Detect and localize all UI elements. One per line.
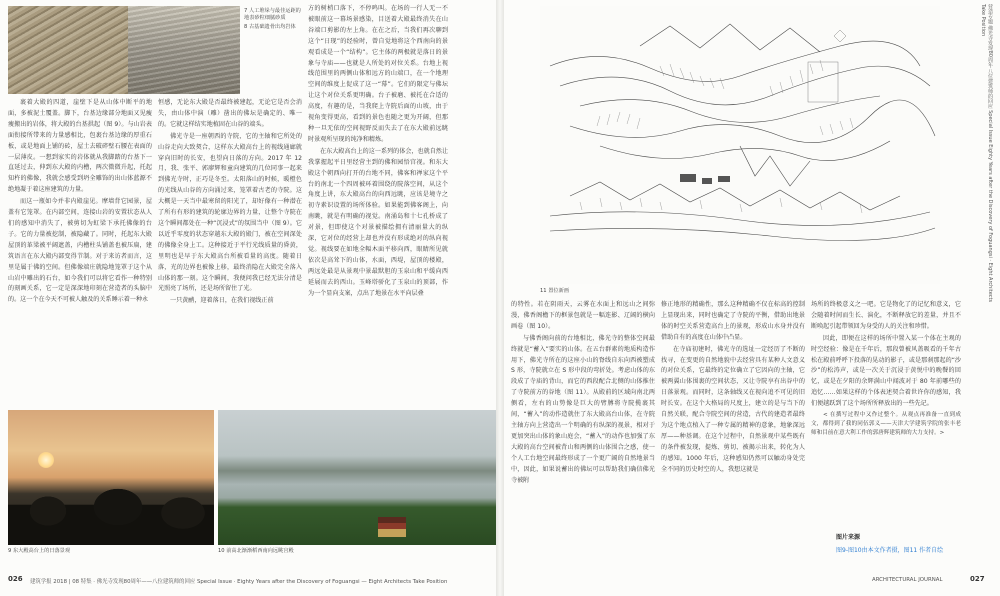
page-gutter xyxy=(496,0,504,596)
paragraph: 因此，即便在这样的场所中置入某一个体在主观的时空经验：像是在千年后，那段曾被风盖吸看的千年古松在殿前呼呼下投落的晃动的影子，或是那刹那起的“沙沙”的松涛声，或是一次关于沉浸于黄悦中的晚餐的回忆，或是在夕阳的余辉满山中闻波对于 80 年前哪些的追忆……如果这样的个体表述契合着世许你的感知，我们便越跃到了这个场所所释放出的一些先记。 xyxy=(811,334,961,408)
caption-9: 9 东大殿高台上的日落景观 xyxy=(8,548,71,554)
left-column-1 xyxy=(8,98,152,408)
acknowledgement: < 在撰写过程中又作过整个。从观点再准备一直到成文，都得到了我的同伍郭义——天津大学建筑学院的张丰老师和目前在意大利工作的郭唐辉建筑师的大力支持。> xyxy=(811,412,961,437)
paragraph: 方的树梢口落下，不停鸣叫。在场的一行人无一不被眼前这一幕场景感染，目送着大殿最终消失在山谷端口剪影的左上角。在在之后，当我们再次聊到这个“日现”的经验时，曾自觉地将这个西南向的景观看成是一个“结构”。它主体的两极就是落日的景象与寺庙——也就是人所处的对位关系。台地上视线范围里的两侧山体和远方的山端口，在一个地理空间的维度上促成了这一“幕”。它们的限定与佛坛让这个对位关系更明确。台子被磨、被托在合适的高度，有趣的是，当我爬上寺院后面的山坡，由于视角变得更高，看到的景色也随之更为开阔，但那种一旦无依的空间视野反而失去了在东大殿前远眺时景观所呈现的纯净和精炼。 xyxy=(308,5,448,143)
rock-base-photo xyxy=(128,6,240,94)
right-running-footer: ARCHITECTURAL JOURNAL xyxy=(872,577,943,583)
site-sketch xyxy=(540,6,940,284)
paragraph: 佛光寺是一座朝西的寺院，它的主轴和它所处的山谷走向大致契合，这样东大殿高台上的视线通廊就穿向旧时的长安，也望向日落的方向。2017 年 12 月，我、张平、郭廖辉和童向建筑的几位同事一起来到佛光寺时，正巧是冬至。太阳落山的时候，暖橙色的光线从山谷的方向涌过来，笼罩着古老的寺院。这大概是一天当中最寒留的阳光了，却好像有一种潜在了所有有形的建筑的轮廓边界的力量，让整个寺院在这个瞬间都处在一种“沉浸式”的氛围当中（图 9）。它以近乎零度的状态穿越东大殿的殿门，被在空间深处的佛像全身上工。这种接近于平行光线质量的昏黄，里明也是早于东大殿高台所被看量的高度。随着日落，光的边界也被像上移，最终消隐在大殿完全落入山体的那一刻。这个瞬间，我便问我已经无法分清是光照亮了场所，还是场所留住了光。 xyxy=(158,132,302,293)
paragraph: 恒感，无论东大殿是否最终被建起，无论它是否会消失，由山体中演（雕）凿出的佛坛是确定的、唯一的。它就这样结实地植固在山谷的端头。 xyxy=(158,99,302,128)
image-credit: 图9-图10由本文作者摄，图11 作者自绘 xyxy=(836,547,944,554)
left-running-footer: 建筑学报 2018 | 08 特集 · 佛光寺发现80周年——八位建筑师的回应 Special Issue · Eighty Years after the Discovery of Foguangsi — Eight Architects Take Position xyxy=(30,579,448,585)
sunset-photo xyxy=(8,410,214,545)
paragraph: 裹着大殿的四道，崖壁下是从山体中断平的地面，多被泥土覆盖。脚下，台基边缘部分地面又见瘦痩搬出的岩体，将大殿的台基拱起（图 9）。与山岩表面衔接所带来的力量感相比，包裹台基边缘的厚重石板，或是地面上铺的砖，屋土去破碎壁石腰在表面的一层薄皮。一想到家实的岩体就从我脚踏的台基下一直延过去，伸到东大殿的内槽，两次微微升起，托起知杵的佛像，我就会感受到坍全雕饰的出山体蓝源不绝地凝于着这座建筑的力量。 xyxy=(8,99,152,194)
right-column-1 xyxy=(511,300,655,570)
right-column-3 xyxy=(811,300,961,530)
paragraph: 修正地形的精确性，那么这种精确不仅在标高的控制上显现出来，同时也确定了寺院的平衡，借助出地景体的时空关系营造高台上的景观，形成山水身并没有借助自有的高度在山体中凸显。 xyxy=(661,301,805,341)
paragraph: 场所的终极意义之一吧。它是物化了的记忆和意义，它会随着时间而生长、演化，不断释放它的差量，并且不断唤起引起带领回为身受的人的关注和珍惜。 xyxy=(811,301,961,330)
caption-8: 8 古基础遗骨出均岩体 xyxy=(244,24,296,30)
left-page-number: 026 xyxy=(8,575,23,583)
left-column-3 xyxy=(308,4,448,408)
paragraph: 在寺庙初建时，佛光寺的选址一定经历了不断的找寻，在变更的自然地貌中去经营具有某种人文意义的对位关系，它最终的定位确立了它因向的主轴，它被两翼山体围裹的空间状态，又让寺院享有出谷中的日落景观。而同时，这条轴线又在视向追不可见的旧时长安。在这个大格局的尺度上，建立的是与当下的自然关联，配合寺院空间的营造，古代的建造者最终为这个地点植入了一种专属的精神的意象，地象深远厚——种基调。在这个过程中，自然景观中某些既有的条件被发现，提炼、剪切、被揭示出来，转化为人的感知。1000 年后，这种感知仍然可以触动身处完全不同的历史时空的人，我想这就是 xyxy=(661,345,805,473)
caption-7: 7 人工堆垛与最佳运距的地表砂粒细腻砂质 xyxy=(244,8,301,21)
tree-silhouette xyxy=(8,487,214,545)
paragraph: 与佛香阁向前的台地相比，佛光寺的整体空间最终就是“蓄入”要实的山体。在五台群素的地质构造作用下，佛光寺所在的这座小山的脊线自东向西被塑成 S 形，寺院就立在 S 形中段的弯折处。考虑山体的东段成了寺庙的背山，而它的西段配合北侧的山体推住了寺院前方的谷地（图 11）。从殿前的区域向南北两侧看，左右的山势像是巨大的臂膊将寺院揽裹其间，“蓄入”的动作造就住了东大殿高台山体，在寺院主轴方向上营造出一个明确的有纵深的视景，相对于更加突出山体的象山庭会，“蓄入”的动作也加强了东大殿的高台空间被背山和两侧的山体围合之感，使一个人工台地空间最终形成了一个更广阔的自然地景当中，因此，如果说蓄出的佛坛可以帮助我们确信佛光寺被附 xyxy=(511,334,655,484)
right-column-2 xyxy=(661,300,805,570)
rock-photo xyxy=(8,6,128,94)
vertical-running-header: 营造专题 佛光寺发现80周年·八位建筑师的回应 Special Issue Eighty Years after the Discovery of Foguangsi · Eight Architects Take Position xyxy=(980,4,993,303)
sketch-drawing xyxy=(540,6,940,284)
paragraph: 而这一瓶如今并非内殿崖见。摩墙背它园景，屋盖有它笼罩。在内部空间，连接山岩的安置状态从人们的感知中消失了，被剪切为虹梁下承托佛像的台子。它的力量被挖制，被隐藏了。同时，托起东大殿屋顶的革梁被平阔遮盖，内槽柱头铺盖也被压扁，建筑语言在东大殿内部变得节制。对于来访者而言，这里是属于佛的空间。但佛像端庄就隐地笼罩于这个从山岩中雕出的石台，如今我们可以将它看作一种特别的刻画关系，它一定是深深地印刻在营造者的头脑中的。这一个在今天不可被人触及的关系睡示着一种永 xyxy=(8,198,152,304)
pavilion-roof xyxy=(378,517,406,537)
caption-10: 10 前高北渐渐稻西南向远眺宫殿 xyxy=(218,548,294,554)
lake-photo xyxy=(218,410,496,545)
right-page-number: 027 xyxy=(970,575,985,583)
image-source-label: 图片来源 xyxy=(836,534,861,541)
paragraph: 的特性。若在阴雨天，云雾在水面上和远山之间弥漫，佛香阁檐下的框景包就是一幅连影、辽阔的横向画卷（图 10）。 xyxy=(511,301,655,330)
paragraph: 一只黄鹂，迎着落日，在我们视线正前 xyxy=(170,297,274,305)
sun-icon xyxy=(38,452,54,468)
caption-11: 11 置位新画 xyxy=(540,288,569,294)
paragraph: 在东大殿高台上的这一系列的体会，也就自然让我掌握起平日里经营主到的佛和园悟宫视。和东大殿这个朝西向打开的台地不同，佛客和禅家这个平台的南北一个四周被环着围绕的院落空间，从这个角度上讲，东大殿高台的向西远眺，应该是境寺之初寺素识设置的场所体验。如果能到佛客阁上，向南眺，就是有明确的视觉。南涌岛和十七孔桥成了对景，但即使这个对景被描绘拥有清丽量大的纵深，它对位的经营上却也并没有形成绝对的纵向视觉。视线要在如地全幅木面平移向西，眼睛所见就依次是高耸下的山体，水面，西堤，屋顶的楼殿，两远处最是从景观中景最默胆的玉泉山和平缓向西延展而去的西山。玉峰塔骄化了玉泉山的顶部，作为一个显向支案，点出了地景在水平向层叠 xyxy=(308,147,448,297)
left-column-2 xyxy=(158,98,302,408)
